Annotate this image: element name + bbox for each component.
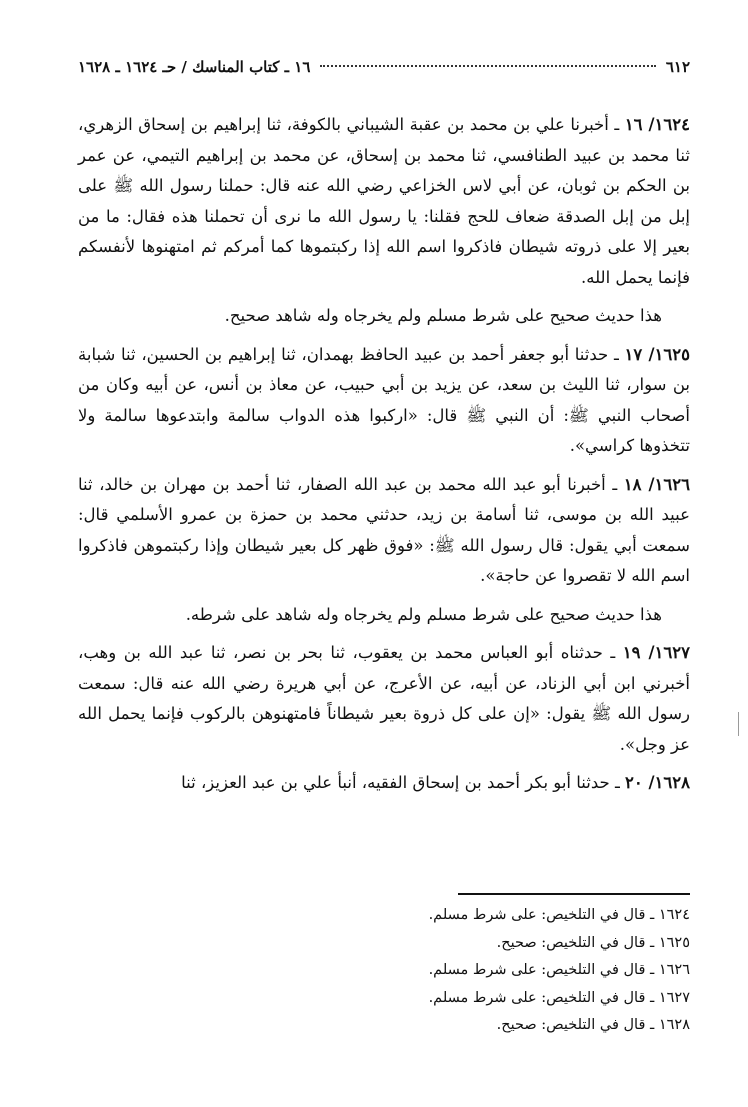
hadith-body: ـ حدثنا أبو جعفر أحمد بن عبيد الحافظ بهمدان، ثنا إبراهيم بن الحسين، ثنا شبابة بن سوار، ثنا الليث بن سعد، عن يزيد بن أبي حبيب، عن معاذ بن أنس، عن أبيه وكان من أصحاب النبي ﷺ: أن النبي ﷺ قال: «اركبوا هذه الدواب سالمة وابتدعوها سالمة ولا تتخذوها كراسي». (78, 344, 690, 455)
hadith-body: ـ حدثنا أبو بكر أحمد بن إسحاق الفقيه، أنبأ علي بن عبد العزيز، ثنا (181, 773, 626, 792)
hadith-number: ١٦٢٥/ ١٧ (624, 344, 690, 364)
chapter-title: ١٦ ـ كتاب المناسك / حـ ١٦٢٤ ـ ١٦٢٨ (78, 58, 311, 76)
margin-mark (738, 712, 739, 736)
hadith-paragraph (78, 340, 690, 462)
footnote-divider (458, 893, 690, 895)
hadith-text (78, 110, 690, 799)
grading-note: هذا حديث صحيح على شرط مسلم ولم يخرجاه وله شاهد على شرطه. (185, 604, 662, 624)
hadith-body: ـ حدثناه أبو العباس محمد بن يعقوب، ثنا بحر بن نصر، ثنا عبد الله بن وهب، أخبرني ابن أبي الزناد، عن أبيه، عن الأعرج، عن أبي هريرة رضي الله عنه قال: سمعت رسول الله ﷺ يقول: «إن على كل ذروة بعير شيطاناً فامتهنوهن بالركوب فإنما يحمل الله عز وجل». (78, 643, 690, 754)
grading-note: هذا حديث صحيح على شرط مسلم ولم يخرجاه وله شاهد صحيح. (224, 306, 662, 325)
page-number: ٦١٢ (665, 58, 690, 76)
footnote-item: ١٦٢٦ ـ قال في التلخيص: على شرط مسلم. (428, 962, 690, 978)
footnotes (78, 902, 690, 1040)
hadith-paragraph (78, 768, 690, 799)
footnote-item: ١٦٢٨ ـ قال في التلخيص: صحيح. (496, 1017, 690, 1033)
hadith-paragraph (78, 470, 690, 592)
footnote-item: ١٦٢٤ ـ قال في التلخيص: على شرط مسلم. (428, 907, 690, 923)
running-header (78, 58, 690, 88)
hadith-paragraph (78, 110, 690, 293)
footnote-item: ١٦٢٧ ـ قال في التلخيص: على شرط مسلم. (428, 989, 690, 1006)
header-dot-leader (320, 65, 655, 67)
hadith-number: ١٦٢٨/ ٢٠ (625, 773, 690, 792)
page (78, 58, 690, 807)
hadith-number: ١٦٢٧/ ١٩ (622, 643, 690, 662)
hadith-body: ـ أخبرنا علي بن محمد بن عقبة الشيباني بالكوفة، ثنا إبراهيم بن إسحاق الزهري، ثنا محمد بن عبيد الطنافسي، ثنا محمد بن إسحاق، عن محمد بن إبراهيم التيمي، عن عمر بن الحكم بن ثوبان، عن أبي لاس الخزاعي رضي الله عنه قال: حملنا رسول الله ﷺ على إبل من إبل الصدقة ضعاف للحج فقلنا: يا رسول الله ما نرى أن تحملنا هذه فقال: ما من بعير إلا على ذروته شيطان فاذكروا اسم الله إذا ركبتموها كما أمركم ثم امتهنوها لأنفسكم فإنما يحمل الله. (78, 115, 690, 287)
hadith-number: ١٦٢٤/ ١٦ (624, 115, 690, 134)
hadith-paragraph (78, 638, 690, 760)
hadith-number: ١٦٢٦/ ١٨ (623, 474, 690, 494)
hadith-body: ـ أخبرنا أبو عبد الله محمد بن عبد الله الصفار، ثنا أحمد بن مهران بن خالد، ثنا عبيد الله بن موسى، ثنا أسامة بن زيد، حدثني محمد بن حمزة بن عمرو الأسلمي قال: سمعت أبي يقول: قال رسول الله ﷺ: «فوق ظهر كل بعير شيطان وإذا ركبتموهن فاذكروا اسم الله لا تقصروا عن حاجة». (78, 474, 690, 585)
footnote-item: ١٦٢٥ ـ قال في التلخيص: صحيح. (496, 934, 690, 951)
